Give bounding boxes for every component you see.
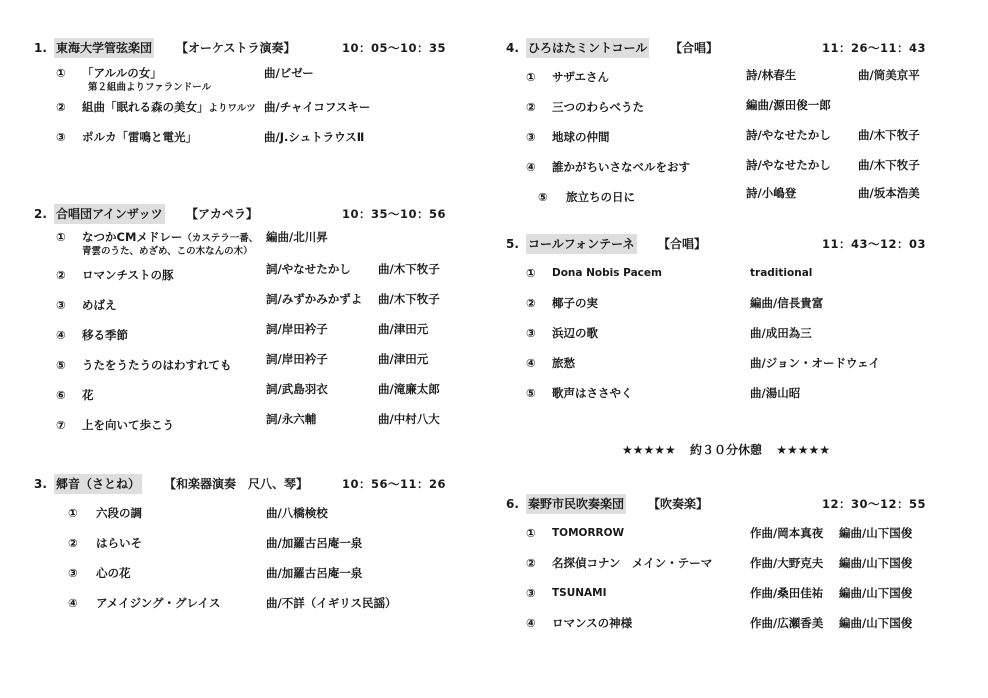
- program-section-5: [506, 234, 926, 400]
- performance-genre: 【オーケストラ演奏】: [176, 41, 296, 55]
- item-title: 花: [82, 388, 94, 402]
- star-icons-left: ★★★★★: [622, 443, 676, 457]
- item-number: ④: [526, 160, 536, 174]
- item-credit: 編曲/信長貴富: [750, 296, 824, 310]
- performance-genre: 【吹奏楽】: [648, 497, 709, 511]
- program-section-1: [34, 38, 446, 144]
- item-number: ①: [526, 526, 536, 540]
- performance-time: 10：05〜10：35: [341, 41, 446, 55]
- item-number: ①: [526, 70, 536, 84]
- item-composer: 曲/津田元: [378, 352, 429, 366]
- item-composer: 曲/津田元: [378, 322, 429, 336]
- item-title: 歌声はささやく: [552, 386, 633, 400]
- item-number: ⑤: [56, 358, 66, 372]
- item-number: ③: [56, 130, 66, 144]
- item-composer: 曲/木下牧子: [858, 158, 920, 172]
- item-number: ③: [526, 130, 536, 144]
- item-composer: 曲/坂本浩美: [858, 186, 920, 200]
- item-composer: 曲/木下牧子: [858, 128, 920, 142]
- item-title: ポルカ「雷鳴と電光」: [82, 130, 197, 144]
- item-lyricist: 詩/やなせたかし: [746, 128, 831, 142]
- program-section-4: [506, 38, 926, 204]
- item-number: ③: [526, 586, 536, 600]
- section-number: 4.: [506, 41, 519, 55]
- item-credit: 曲/ジョン・オードウェイ: [750, 356, 881, 370]
- item-number: ②: [526, 100, 536, 114]
- item-title: 旅立ちの日に: [566, 190, 635, 204]
- section-header: [34, 474, 446, 494]
- section-header: [34, 38, 446, 58]
- section-number: 3.: [34, 477, 47, 491]
- item-title: めばえ: [82, 298, 117, 312]
- item-title: うたをうたうのはわすれても: [82, 358, 232, 372]
- intermission-notice: [622, 442, 830, 458]
- item-arranger: 編曲/山下国俊: [839, 526, 913, 540]
- item-credit: 曲/成田為三: [750, 326, 812, 340]
- item-arranger: 編曲/山下国俊: [839, 586, 913, 600]
- program-section-6: [506, 494, 926, 630]
- item-arranger: 編曲/源田俊一郎: [746, 98, 831, 112]
- section-header: [506, 494, 926, 514]
- item-subtitle: 第２組曲よりファランドール: [88, 82, 212, 93]
- item-composer: 曲/滝廉太郎: [378, 382, 440, 396]
- item-lyricist: 詞/みずかみかずよ: [266, 292, 363, 306]
- item-title: 三つのわらべうた: [552, 100, 644, 114]
- item-credit: 編曲/北川昇: [266, 230, 328, 244]
- item-number: ⑦: [56, 418, 66, 432]
- item-title: 誰かがちいさなベルをおす: [552, 160, 690, 174]
- item-number: ③: [526, 326, 536, 340]
- item-title: 上を向いて歩こう: [82, 418, 174, 432]
- item-number: ⑤: [526, 386, 536, 400]
- item-lyricist: 詞/岸田衿子: [266, 352, 328, 366]
- item-subtitle: 青雲のうた、めざめ、この木なんの木）: [82, 246, 253, 257]
- section-number: 2.: [34, 207, 47, 221]
- performance-genre: 【合唱】: [670, 41, 719, 55]
- item-credit: 曲/ビゼー: [264, 66, 314, 80]
- item-credit: 曲/チャイコフスキー: [264, 100, 371, 114]
- section-number: 1.: [34, 41, 47, 55]
- item-lyricist: 詩/やなせたかし: [746, 158, 831, 172]
- item-credit: 曲/八橋検校: [266, 506, 328, 520]
- item-lyricist: 詞/やなせたかし: [266, 262, 351, 276]
- item-title: サザエさん: [552, 70, 610, 84]
- item-title-suffix: （カステラ一番、: [182, 233, 259, 244]
- item-title: はらいそ: [96, 536, 142, 550]
- performer-name: 東海大学管弦楽団: [54, 38, 154, 58]
- item-title: TSUNAMI: [552, 587, 607, 599]
- performance-time: 10：35〜10：56: [341, 207, 446, 221]
- item-credit: 曲/不詳（イギリス民謡）: [266, 596, 397, 610]
- performance-time: 10：56〜11：26: [341, 477, 446, 491]
- item-number: ①: [68, 506, 78, 520]
- item-title-main: 組曲「眠れる森の美女」: [82, 100, 209, 114]
- item-lyricist: 詞/武島羽衣: [266, 382, 328, 396]
- item-number: ④: [526, 616, 536, 630]
- item-composer: 作曲/大野克夫: [750, 556, 824, 570]
- performer-name: 郷音（さとね）: [54, 474, 142, 494]
- performer-name: ひろはたミントコール: [526, 38, 649, 58]
- item-title-suffix: よりワルツ: [208, 103, 256, 114]
- item-composer: 曲/中村八大: [378, 412, 440, 426]
- item-number: ①: [526, 266, 536, 280]
- item-title: [82, 230, 258, 246]
- item-lyricist: 詞/岸田衿子: [266, 322, 328, 336]
- section-number: 6.: [506, 497, 519, 511]
- item-composer: 作曲/広瀬香美: [750, 616, 824, 630]
- item-arranger: 編曲/山下国俊: [839, 616, 913, 630]
- item-title: [82, 100, 256, 116]
- item-number: ④: [526, 356, 536, 370]
- item-number: ④: [56, 328, 66, 342]
- item-lyricist: 詞/永六輔: [266, 412, 317, 426]
- item-title: Dona Nobis Pacem: [552, 267, 662, 279]
- item-title-main: なつかCMメドレー: [82, 230, 183, 244]
- item-lyricist: 詩/小嶋登: [746, 186, 797, 200]
- performance-genre: 【合唱】: [658, 237, 707, 251]
- item-title: 移る季節: [82, 328, 128, 342]
- item-title: 地球の仲間: [552, 130, 610, 144]
- item-composer: 曲/木下牧子: [378, 262, 440, 276]
- item-credit: 曲/湯山昭: [750, 386, 801, 400]
- item-credit: 曲/加羅古呂庵一泉: [266, 566, 363, 580]
- performance-time: 11：43〜12：03: [821, 237, 926, 251]
- performer-name: 合唱団アインザッツ: [54, 204, 165, 224]
- section-header: [34, 204, 446, 224]
- item-credit: 曲/加羅古呂庵一泉: [266, 536, 363, 550]
- section-header: [506, 234, 926, 254]
- item-number: ①: [56, 230, 66, 244]
- performance-time: 11：26〜11：43: [821, 41, 926, 55]
- star-icons-right: ★★★★★: [776, 443, 830, 457]
- item-number: ②: [68, 536, 78, 550]
- item-title: アメイジング・グレイス: [96, 596, 221, 610]
- item-arranger: 編曲/山下国俊: [839, 556, 913, 570]
- item-lyricist: 詩/林春生: [746, 68, 797, 82]
- item-title: 心の花: [96, 566, 131, 580]
- performer-name: コールフォンテーネ: [526, 234, 637, 254]
- item-number: ⑥: [56, 388, 66, 402]
- performer-name: 秦野市民吹奏楽団: [526, 494, 626, 514]
- item-credit: 曲/J.シュトラウスⅡ: [264, 130, 365, 144]
- item-composer: 作曲/岡本真夜: [750, 526, 824, 540]
- item-title: TOMORROW: [552, 527, 625, 539]
- item-title: 六段の調: [96, 506, 142, 520]
- section-number: 5.: [506, 237, 519, 251]
- performance-genre: 【アカペラ】: [186, 207, 258, 221]
- item-number: ②: [56, 100, 66, 114]
- program-section-2: [34, 204, 446, 432]
- item-title: 名探偵コナン メイン・テーマ: [552, 556, 713, 570]
- performance-time: 12：30〜12：55: [821, 497, 926, 511]
- item-number: ④: [68, 596, 78, 610]
- program-section-3: [34, 474, 446, 610]
- item-title: ロマンチストの豚: [82, 268, 174, 282]
- intermission-label: 約３０分休憩: [689, 443, 762, 457]
- item-number: ②: [56, 268, 66, 282]
- item-title: 椰子の実: [552, 296, 598, 310]
- item-title: 浜辺の歌: [552, 326, 598, 340]
- item-number: ②: [526, 556, 536, 570]
- item-number: ③: [56, 298, 66, 312]
- item-composer: 曲/木下牧子: [378, 292, 440, 306]
- item-credit: traditional: [750, 267, 813, 279]
- item-title: ロマンスの神様: [552, 616, 633, 630]
- section-header: [506, 38, 926, 58]
- item-number: ①: [56, 66, 66, 80]
- item-title: 旅愁: [552, 356, 575, 370]
- item-title: 「アルルの女」: [82, 66, 162, 80]
- item-number: ②: [526, 296, 536, 310]
- item-composer: 作曲/桑田佳祐: [750, 586, 824, 600]
- item-number: ⑤: [538, 190, 548, 204]
- item-number: ③: [68, 566, 78, 580]
- item-composer: 曲/筒美京平: [858, 68, 920, 82]
- performance-genre: 【和楽器演奏 尺八、琴】: [164, 477, 309, 491]
